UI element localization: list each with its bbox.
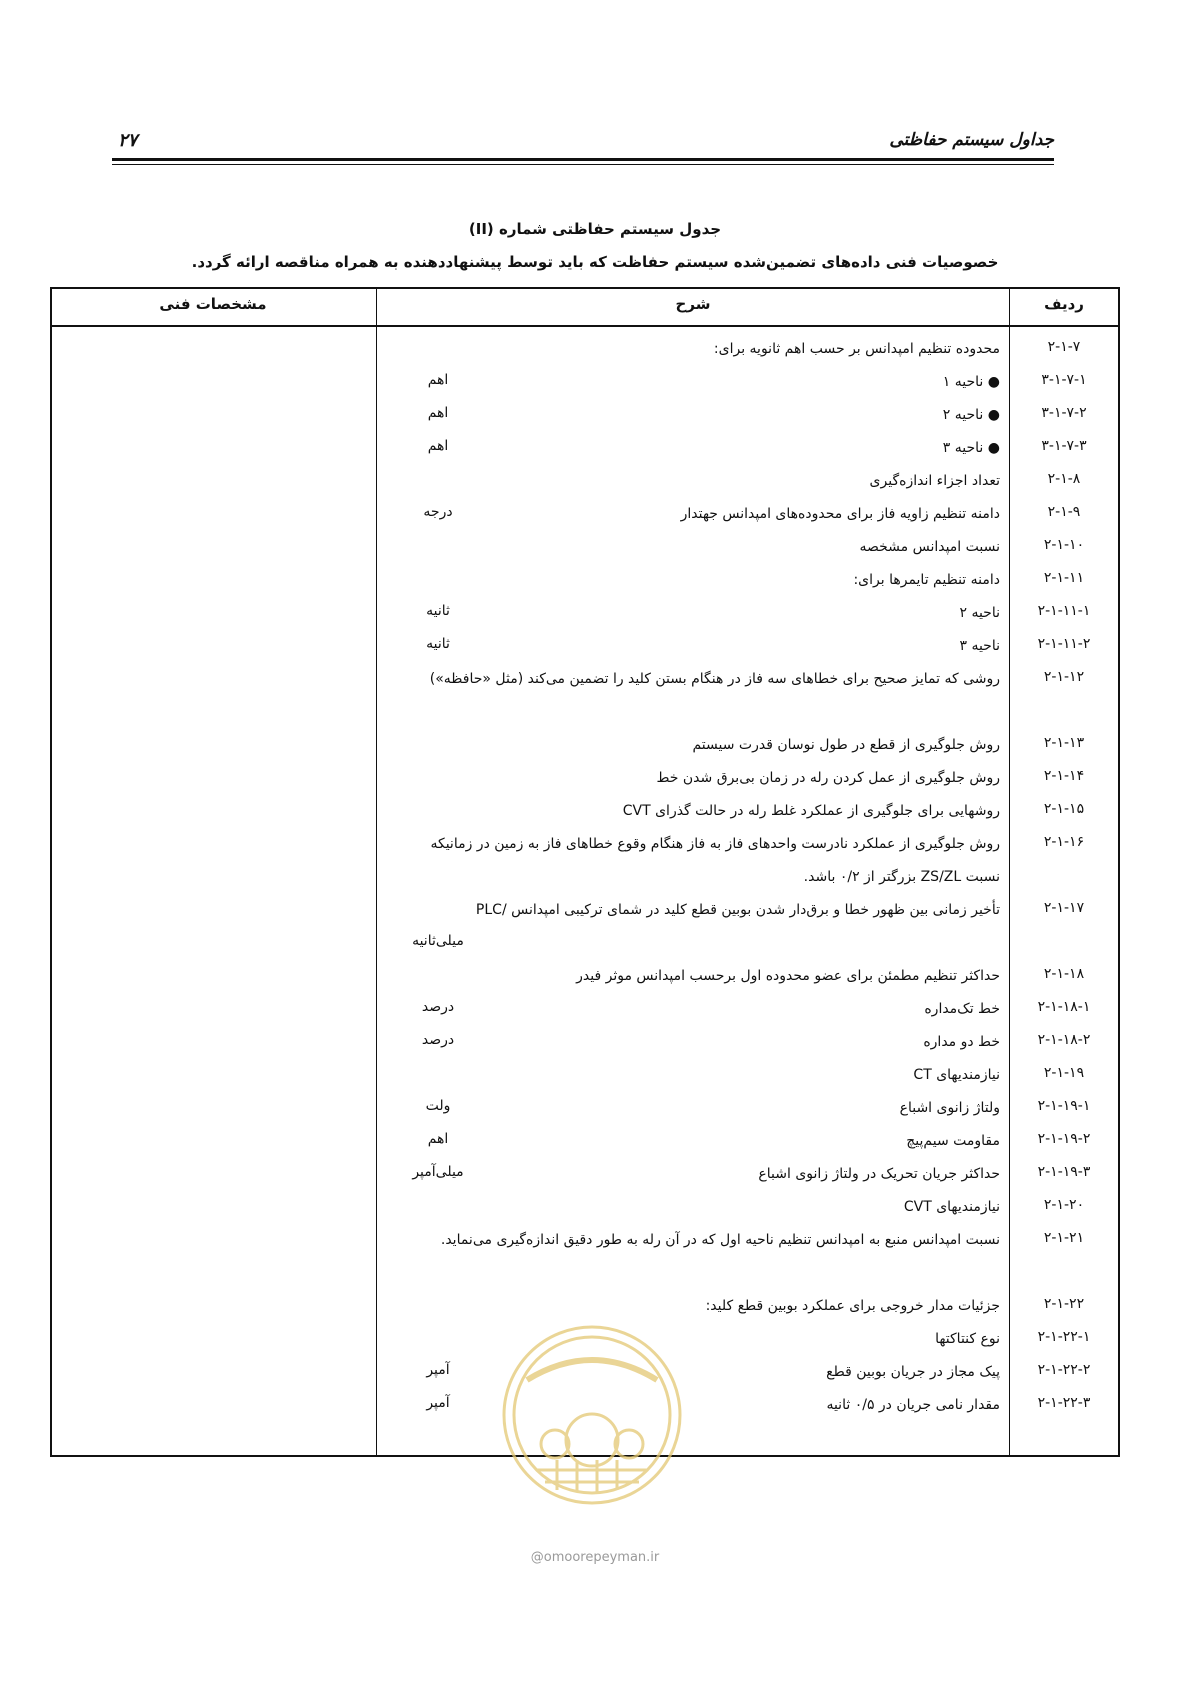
row-unit: اهم	[427, 438, 449, 454]
table-row	[52, 762, 1118, 795]
table-row	[52, 531, 1118, 564]
row-description: دامنه تنظیم زاویه فاز برای محدوده‌های امپدانس جهتدار	[680, 506, 1000, 522]
row-description: تعداد اجزاء اندازه‌گیری	[869, 473, 1000, 489]
row-number: ۲-۱-۱۱-۲	[1037, 636, 1091, 652]
row-number: ۲-۱-۱۸-۱	[1037, 999, 1091, 1015]
row-number: ۲-۱-۱۱-۱	[1037, 603, 1091, 619]
row-description: خط تک‌مداره	[924, 1001, 1000, 1017]
row-number: ۲-۱-۱۱	[1043, 570, 1085, 586]
table-row	[52, 597, 1118, 630]
table-title: جدول سیستم حفاظتی شماره (II)	[468, 220, 722, 238]
row-description: نسبت امپدانس مشخصه	[859, 539, 1000, 555]
row-description: دامنه تنظیم تایمرها برای:	[853, 572, 1000, 588]
row-unit: اهم	[427, 372, 449, 388]
header-rule	[112, 158, 1054, 161]
row-description: ● ناحیه ۳	[942, 440, 1000, 456]
watermark-site: @omoorepeyman.ir	[530, 1550, 660, 1565]
table-row	[52, 1158, 1118, 1191]
row-description: مقدار نامی جریان در ۰/۵ ثانیه	[826, 1397, 1000, 1413]
row-unit: ولت	[425, 1098, 451, 1114]
row-number: ۲-۱-۱۳	[1043, 735, 1085, 751]
row-unit: ثانیه	[426, 636, 450, 652]
row-number: ۲-۱-۲۱	[1043, 1230, 1085, 1246]
row-number: ۲-۱-۱۹	[1043, 1065, 1085, 1081]
table-row	[52, 366, 1118, 399]
row-number: ۲-۱-۱۲	[1043, 669, 1085, 685]
row-description: پیک مجاز در جریان بوبین قطع	[826, 1364, 1000, 1380]
row-description: تأخیر زمانی بین ظهور خطا و برق‌دار شدن بوبین قطع کلید در شمای ترکیبی امپدانس /PLC	[475, 902, 1000, 918]
page-number: ۲۷	[118, 130, 138, 151]
table-row	[52, 663, 1118, 729]
row-number: ۲-۱-۱۰	[1043, 537, 1085, 553]
row-number: ۲-۱-۲۰	[1043, 1197, 1085, 1213]
table-row	[52, 1092, 1118, 1125]
row-unit: اهم	[427, 1131, 449, 1147]
row-unit: میلی‌آمپر	[412, 1164, 464, 1180]
table-row	[52, 333, 1118, 366]
table-row	[52, 1059, 1118, 1092]
row-number: ۲-۱-۲۲	[1043, 1296, 1085, 1312]
table-row	[52, 1125, 1118, 1158]
table-row	[52, 1290, 1118, 1323]
row-description: ولتاژ زانوی اشباع	[899, 1100, 1000, 1116]
row-description: حداکثر تنظیم مطمئن برای عضو محدوده اول برحسب امپدانس موثر فیدر	[576, 968, 1000, 984]
row-number: ۲-۱-۱۴	[1043, 768, 1085, 784]
row-unit: میلی‌ثانیه	[412, 933, 464, 949]
running-title: جداول سیستم حفاظتی	[889, 130, 1054, 150]
row-unit: اهم	[427, 405, 449, 421]
spec-table	[50, 287, 1120, 1457]
row-number: ۲-۱-۱۹-۳	[1037, 1164, 1091, 1180]
row-number: ۲-۱-۸	[1047, 471, 1081, 487]
watermark-seal-icon	[497, 1320, 687, 1510]
row-description: روشهایی برای جلوگیری از عملکرد غلط رله در حالت گذرای CVT	[622, 803, 1000, 819]
header-sharh: شرح	[675, 295, 711, 313]
row-number: ۳-۱-۷-۲	[1041, 405, 1087, 421]
table-row	[52, 564, 1118, 597]
row-description: ● ناحیه ۱	[942, 374, 1000, 390]
table-row	[52, 1224, 1118, 1290]
page-header	[112, 128, 1054, 162]
row-number: ۲-۱-۱۷	[1043, 900, 1085, 916]
table-row	[52, 498, 1118, 531]
table-row	[52, 432, 1118, 465]
row-description: روش جلوگیری از عمل کردن رله در زمان بی‌برق شدن خط	[656, 770, 1000, 786]
row-description: ● ناحیه ۲	[942, 407, 1000, 423]
row-number: ۲-۱-۱۸-۲	[1037, 1032, 1091, 1048]
row-description: نیازمندیهای CT	[913, 1067, 1000, 1083]
row-unit: درصد	[421, 1032, 455, 1048]
row-description: روشی که تمایز صحیح برای خطاهای سه فاز در هنگام بستن کلید را تضمین می‌کند (مثل «حافظه»)	[429, 671, 1000, 687]
table-body	[52, 333, 1118, 1422]
table-row	[52, 1191, 1118, 1224]
row-description: حداکثر جریان تحریک در ولتاژ زانوی اشباع	[758, 1166, 1000, 1182]
row-description: نوع کنتاکتها	[935, 1331, 1000, 1347]
table-row	[52, 795, 1118, 828]
table-row	[52, 399, 1118, 432]
row-unit: آمپر	[426, 1395, 450, 1411]
row-number: ۲-۱-۱۶	[1043, 834, 1085, 850]
row-number: ۳-۱-۷-۱	[1041, 372, 1087, 388]
table-row	[52, 630, 1118, 663]
table-row	[52, 894, 1118, 960]
table-row	[52, 729, 1118, 762]
row-number: ۲-۱-۷	[1047, 339, 1081, 355]
row-number: ۳-۱-۷-۳	[1041, 438, 1087, 454]
row-number: ۲-۱-۱۹-۱	[1037, 1098, 1091, 1114]
header-radif: ردیف	[1044, 295, 1084, 313]
table-row	[52, 465, 1118, 498]
table-row	[52, 828, 1118, 894]
row-number: ۲-۱-۱۹-۲	[1037, 1131, 1091, 1147]
row-description: نیازمندیهای CVT	[903, 1199, 1000, 1215]
row-description: روش جلوگیری از عملکرد نادرست واحدهای فاز به فاز هنگام وقوع خطاهای فاز به زمین در زمانیکه نسبت ZS/ZL بزرگتر از ۰/۲ باشد.	[430, 836, 1000, 885]
row-number: ۲-۱-۲۲-۳	[1037, 1395, 1091, 1411]
row-unit: درصد	[421, 999, 455, 1015]
row-number: ۲-۱-۲۲-۱	[1037, 1329, 1091, 1345]
row-number: ۲-۱-۲۲-۲	[1037, 1362, 1091, 1378]
row-number: ۲-۱-۹	[1047, 504, 1081, 520]
table-row	[52, 960, 1118, 993]
row-number: ۲-۱-۱۸	[1043, 966, 1085, 982]
row-unit: درجه	[423, 504, 453, 520]
row-unit: آمپر	[426, 1362, 450, 1378]
table-row	[52, 993, 1118, 1026]
row-description: ناحیه ۳	[959, 638, 1000, 654]
row-description: خط دو مداره	[923, 1034, 1000, 1050]
table-row	[52, 1026, 1118, 1059]
row-description: جزئیات مدار خروجی برای عملکرد بوبین قطع کلید:	[705, 1298, 1000, 1314]
row-description: محدوده تنظیم امپدانس بر حسب اهم ثانویه برای:	[713, 341, 1000, 357]
header-rule-thin	[112, 164, 1054, 165]
table-subtitle: خصوصیات فنی داده‌های تضمین‌شده سیستم حفاظت که باید توسط پیشنهاددهنده به همراه مناقصه ارائه گردد.	[191, 253, 999, 271]
row-number: ۲-۱-۱۵	[1043, 801, 1085, 817]
row-description: ناحیه ۲	[959, 605, 1000, 621]
row-description: مقاومت سیم‌پیچ	[906, 1133, 1000, 1149]
row-description: نسبت امپدانس منبع به امپدانس تنظیم ناحیه اول که در آن رله به طور دقیق اندازه‌گیری می‌نماید.	[440, 1232, 1000, 1248]
header-divider	[52, 325, 1118, 327]
row-description: روش جلوگیری از قطع در طول نوسان قدرت سیستم	[692, 737, 1000, 753]
header-spec: مشخصات فنی	[159, 295, 267, 313]
row-unit: ثانیه	[426, 603, 450, 619]
